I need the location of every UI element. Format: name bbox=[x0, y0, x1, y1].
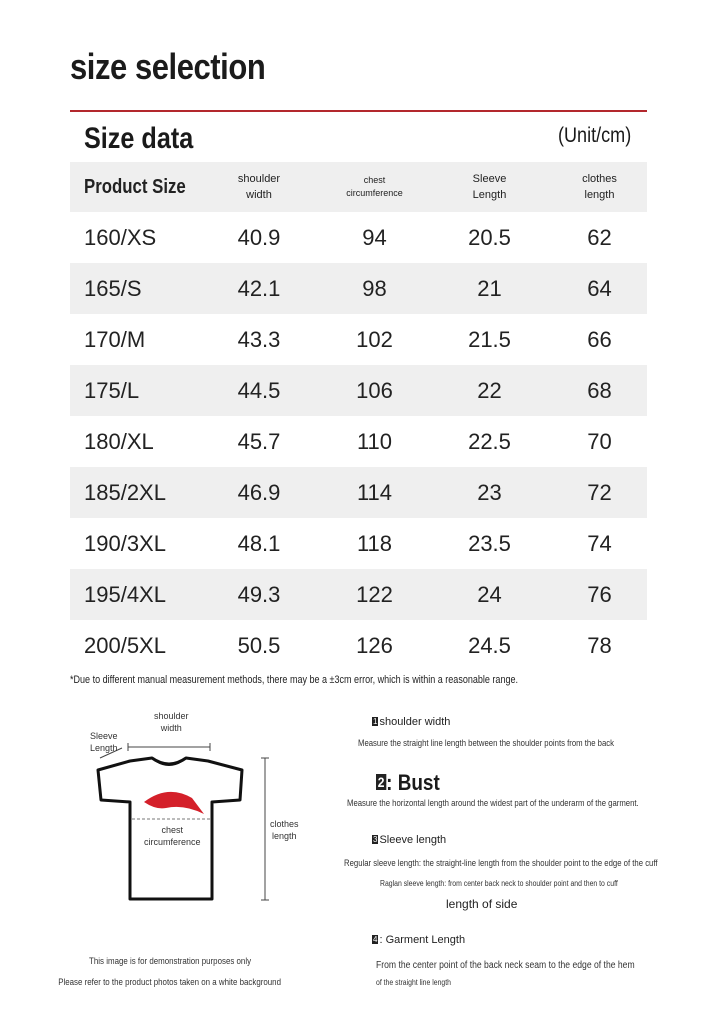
cell-shoulder: 48.1 bbox=[237, 530, 281, 556]
cell-chest: 94 bbox=[362, 224, 387, 250]
cell-size: 195/4XL bbox=[84, 581, 166, 607]
table-row bbox=[70, 212, 647, 263]
demo-note-line2: Please refer to the product photos taken on a white background bbox=[58, 977, 282, 987]
sleeve-raglan-desc: Raglan sleeve length: from center back neck to shoulder point and then to cuff bbox=[380, 879, 618, 888]
number-badge: 2 bbox=[377, 774, 385, 790]
table-row bbox=[70, 314, 647, 365]
cell-size: 200/5XL bbox=[84, 632, 166, 658]
cell-length: 74 bbox=[587, 530, 612, 556]
cell-size: 190/3XL bbox=[84, 530, 166, 556]
cell-size: 180/XL bbox=[84, 428, 154, 454]
cell-chest: 110 bbox=[356, 428, 393, 454]
header-clothes-length: clothes length bbox=[582, 173, 617, 201]
cell-sleeve: 22.5 bbox=[468, 428, 511, 454]
cell-length: 62 bbox=[587, 224, 612, 250]
cell-sleeve: 22 bbox=[477, 377, 502, 403]
cell-sleeve: 21 bbox=[477, 275, 502, 301]
diagram-shoulder-label: shoulder width bbox=[154, 711, 189, 733]
diagram-length-label: clothes length bbox=[270, 819, 299, 841]
cell-size: 165/S bbox=[84, 275, 142, 301]
cell-sleeve: 24 bbox=[477, 581, 502, 607]
cell-length: 72 bbox=[587, 479, 612, 505]
cell-length: 66 bbox=[587, 326, 612, 352]
tshirt-diagram bbox=[80, 706, 320, 906]
header-chest-circumference: chest circumference bbox=[346, 175, 403, 198]
cell-chest: 98 bbox=[362, 275, 387, 301]
sleeve-length-title: 3 Sleeve length bbox=[373, 834, 447, 846]
sleeve-side-text: length of side bbox=[446, 897, 518, 911]
shoulder-width-desc: Measure the straight line length between the shoulder points from the back bbox=[358, 738, 615, 748]
table-row bbox=[70, 467, 647, 518]
table-row bbox=[70, 263, 647, 314]
table-row bbox=[70, 365, 647, 416]
cell-chest: 106 bbox=[356, 377, 393, 403]
number-badge: 1 bbox=[373, 717, 378, 726]
table-row bbox=[70, 569, 647, 620]
bust-title: 2: Bust bbox=[377, 770, 440, 795]
cell-shoulder: 43.3 bbox=[237, 326, 281, 352]
cell-chest: 122 bbox=[356, 581, 393, 607]
cell-size: 175/L bbox=[84, 377, 140, 403]
bust-desc: Measure the horizontal length around the widest part of the underarm of the garment. bbox=[347, 798, 639, 808]
shoulder-width-title: 1 shoulder width bbox=[373, 716, 451, 728]
cell-length: 78 bbox=[587, 632, 612, 658]
cell-shoulder: 40.9 bbox=[237, 224, 281, 250]
cell-shoulder: 45.7 bbox=[237, 428, 281, 454]
cell-chest: 126 bbox=[356, 632, 393, 658]
cell-size: 185/2XL bbox=[84, 479, 166, 505]
diagram-sleeve-label: Sleeve Length bbox=[90, 731, 118, 753]
cell-shoulder: 49.3 bbox=[237, 581, 281, 607]
cell-size: 170/M bbox=[84, 326, 146, 352]
table-row bbox=[70, 518, 647, 569]
cell-shoulder: 46.9 bbox=[237, 479, 281, 505]
cell-chest: 102 bbox=[356, 326, 393, 352]
page-title: size selection bbox=[70, 46, 266, 87]
header-product-size: Product Size bbox=[84, 176, 186, 198]
garment-length-desc2: of the straight line length bbox=[376, 978, 451, 987]
cell-shoulder: 50.5 bbox=[237, 632, 281, 658]
garment-length-title: 4 : Garment Length bbox=[373, 934, 466, 946]
cell-chest: 118 bbox=[356, 530, 393, 556]
sleeve-regular-desc: Regular sleeve length: the straight-line length from the shoulder point to the edge of the cuff bbox=[344, 858, 658, 868]
measurement-footnote: *Due to different manual measurement methods, there may be a ±3cm error, which is within a reasonable range. bbox=[70, 674, 519, 686]
cell-shoulder: 42.1 bbox=[237, 275, 281, 301]
cell-length: 70 bbox=[587, 428, 612, 454]
cell-length: 68 bbox=[587, 377, 612, 403]
cell-sleeve: 21.5 bbox=[468, 326, 511, 352]
cell-size: 160/XS bbox=[84, 224, 157, 250]
demo-note-line1: This image is for demonstration purposes only bbox=[88, 956, 252, 966]
cell-length: 76 bbox=[587, 581, 612, 607]
table-header-row bbox=[70, 162, 647, 212]
cell-sleeve: 24.5 bbox=[468, 632, 511, 658]
cell-sleeve: 23 bbox=[477, 479, 502, 505]
title-divider bbox=[70, 110, 647, 112]
cell-length: 64 bbox=[587, 275, 612, 301]
number-badge: 4 bbox=[373, 935, 378, 944]
cell-sleeve: 23.5 bbox=[468, 530, 511, 556]
size-table bbox=[70, 162, 647, 671]
diagram-chest-label: chest circumference bbox=[144, 825, 201, 847]
header-sleeve-length: Sleeve Length bbox=[472, 173, 507, 201]
size-data-heading: Size data bbox=[84, 122, 194, 155]
cell-shoulder: 44.5 bbox=[237, 377, 281, 403]
table-row bbox=[70, 416, 647, 467]
number-badge: 3 bbox=[373, 835, 378, 844]
table-row bbox=[70, 620, 647, 671]
cell-chest: 114 bbox=[356, 479, 393, 505]
header-shoulder-width: shoulder width bbox=[237, 173, 281, 201]
cell-sleeve: 20.5 bbox=[468, 224, 511, 250]
garment-length-desc1: From the center point of the back neck seam to the edge of the hem bbox=[376, 960, 635, 971]
unit-label: (Unit/cm) bbox=[558, 124, 632, 147]
